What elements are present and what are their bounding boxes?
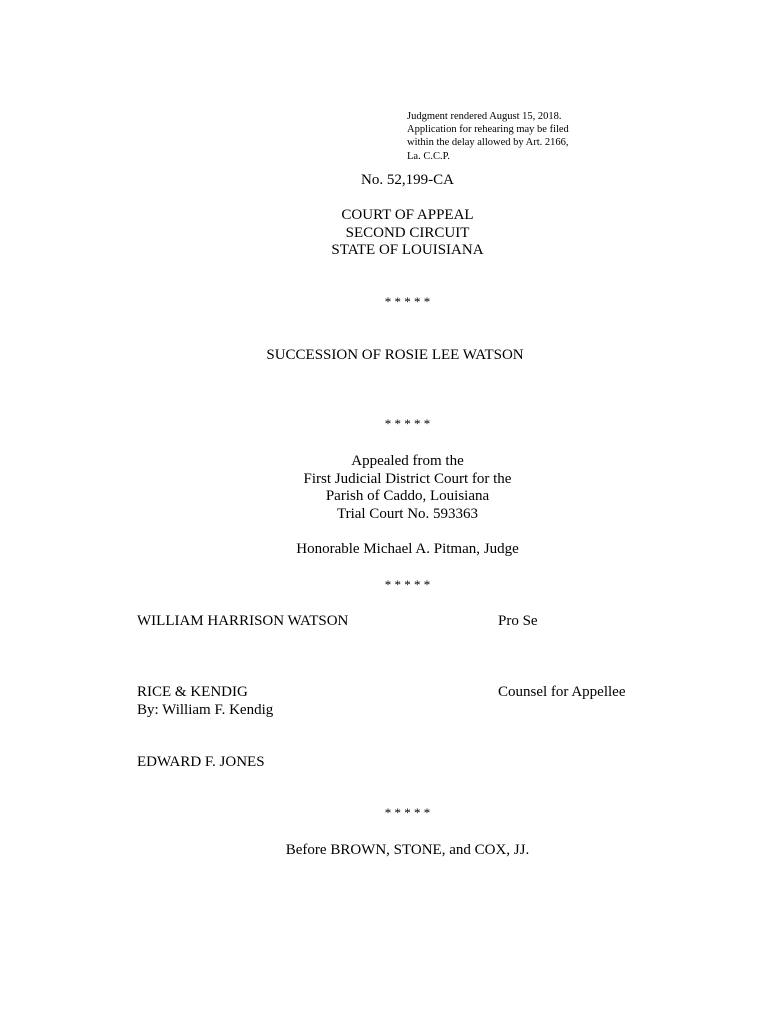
panel-line: Before BROWN, STONE, and COX, JJ. [285, 842, 530, 858]
rehearing-note-line: within the delay allowed by Art. 2166, [407, 137, 569, 149]
court-heading [0, 207, 770, 260]
appeal-info [0, 453, 770, 523]
firm-name: RICE & KENDIG [137, 684, 248, 700]
court-state-line: STATE OF LOUISIANA [331, 242, 484, 258]
case-title: SUCCESSION OF ROSIE LEE WATSON [266, 347, 524, 363]
separator: * * * * * [384, 294, 431, 309]
court-circuit-line: SECOND CIRCUIT [345, 224, 470, 241]
judge-line: Honorable Michael A. Pitman, Judge [296, 541, 519, 557]
appeal-line: Appealed from the [351, 453, 464, 469]
rehearing-note-line: Judgment rendered August 15, 2018. [407, 111, 562, 122]
party-role: Pro Se [498, 613, 538, 629]
appeal-parish-line: Parish of Caddo, Louisiana [325, 488, 490, 504]
rehearing-note-line: La. C.C.P. [407, 150, 450, 162]
rehearing-note [407, 110, 569, 163]
separator: * * * * * [384, 577, 431, 592]
separator: * * * * * [384, 805, 431, 820]
separator: * * * * * [384, 416, 431, 431]
court-name-line: COURT OF APPEAL [341, 207, 474, 223]
party-name: WILLIAM HARRISON WATSON [137, 613, 349, 629]
docket-number: No. 52,199-CA [361, 172, 454, 188]
party-role: Counsel for Appellee [498, 684, 626, 700]
rehearing-note-line: Application for rehearing may be filed [407, 124, 569, 136]
party-name: EDWARD F. JONES [137, 754, 265, 770]
appeal-court-line: First Judicial District Court for the [303, 470, 512, 487]
attorney-name: By: William F. Kendig [137, 702, 274, 718]
party-name [137, 683, 273, 719]
trial-court-number: Trial Court No. 593363 [336, 505, 479, 522]
